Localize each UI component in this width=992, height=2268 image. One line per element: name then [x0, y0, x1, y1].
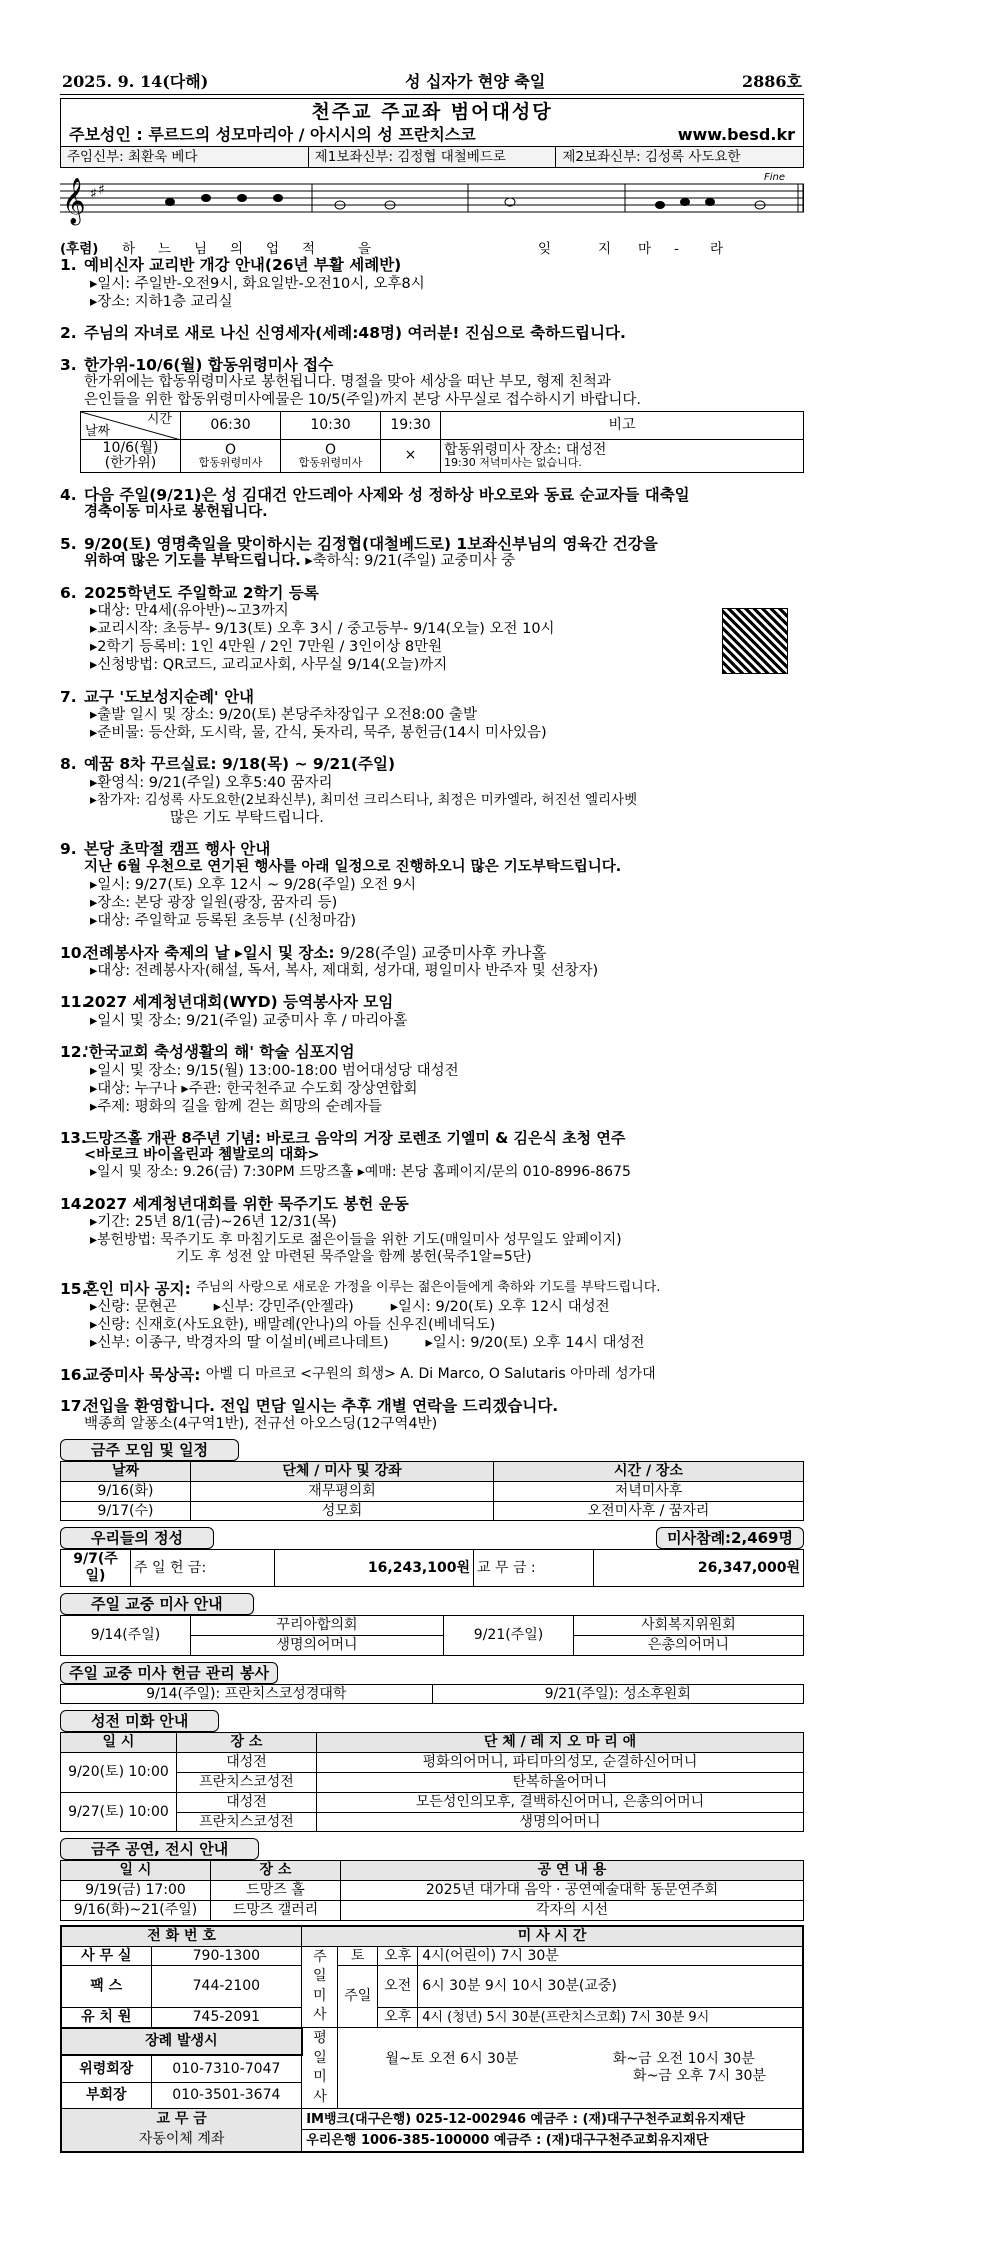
parish-title: 천주교 주교좌 범어대성당	[311, 101, 553, 124]
notice-title: 한가위-10/6(월) 합동위령미사 접수	[84, 355, 334, 374]
performance-table: 일 시 장 소 공 연 내 용 9/19(금) 17:00 드망즈 홀 2025년 대가대 음악 · 공연예술대학 동문연주회 9/16(화)~21(주일) 드망즈 갤러리 각자의 시선	[60, 1860, 804, 1920]
table-row: 9/16(화)~21(주일) 드망즈 갤러리 각자의 시선	[61, 1901, 804, 1921]
notice-number: 12.	[60, 1042, 88, 1061]
notice-line: 많은 기도 부탁드립니다.	[170, 810, 324, 827]
notice-9	[60, 840, 804, 930]
notice-title: 전입을 환영합니다. 전입 면담 일시는 추후 개별 연락을 드리겠습니다.	[84, 1397, 559, 1416]
notice-7	[60, 688, 804, 743]
footer-info: 전 화 번 호 미 사 시 간 사 무 실 790-1300 주일 미사 토 오후 4시(어린이) 7시 30분 팩 스 744-2100 주일 오전 6시 30분 9시 10시 30분(교중) 유 치 원 745-2091 오후 4시 (청년) 5시 30분(프란치스코회) 7시 30분 9시 장례 발생시 평일 미사 월~토 오전 6시 30분 화~금 오전 10시 30분 화~금 오후 7시 30분 위령회장 010-7310-7047 부회장 010-3501-3674 교 무 금 자동이체 계좌 IM뱅크(대구은행) 025-12-002946 예금주 : (재)대구구천주교회유지재단 우리은행 1006-385-100000 예금주 : (재)대구구천주교회유지재단	[60, 1925, 804, 2153]
lyric-syllable: 잊	[538, 240, 552, 257]
notice-title: '한국교회 축성생활의 해' 학술 심포지엄	[84, 1042, 355, 1061]
notice-line: ▸대상: 누구나 ▸주관: 한국천주교 수도회 장상연합회	[90, 1080, 418, 1097]
notice-number: 13.	[60, 1128, 87, 1147]
offering-table: 9/7(주일) 주 일 헌 금: 16,243,100원 교 무 금 : 26,347,000원	[60, 1549, 804, 1587]
notice-12	[60, 1043, 804, 1116]
first-assistant: 제1보좌신부: 김정협 대철베드로	[309, 147, 557, 167]
table-row: 9/17(수) 성모회 오전미사후 / 꿈자리	[61, 1501, 804, 1521]
chant-score	[60, 172, 804, 257]
notice-title: 2027 세계청년대회(WYD) 등역봉사자 모임	[84, 993, 394, 1012]
notice-line: 한가위에는 합동위령미사로 봉헌됩니다. 명절을 맞아 세상을 떠난 부모, 형제 친척과	[84, 374, 611, 391]
notice-line: ▸장소: 본당 광장 일원(광장, 꿈자리 등)	[90, 895, 338, 912]
notice-number: 6.	[60, 583, 77, 602]
notice-line: 은인들을 위한 합동위령미사예물은 10/5(주일)까지 본당 사무실로 접수하시기 바랍니다.	[84, 391, 641, 408]
notice-4	[60, 486, 804, 522]
notice-number: 1.	[60, 256, 77, 275]
notice-title: 2027 세계청년대회를 위한 묵주기도 봉헌 운동	[84, 1194, 409, 1213]
svg-text:♯: ♯	[98, 182, 105, 199]
notice-line: ▸환영식: 9/21(주일) 오후5:40 꿈자리	[90, 775, 333, 792]
notice-line: ▸봉헌방법: 묵주기도 후 마침기도로 젊은이들을 위한 기도(매일미사 성무일도 앞페이지)	[90, 1231, 622, 1248]
fine-mark: Fine	[764, 172, 786, 184]
notice-line: 기도 후 성전 앞 마련된 묵주알을 함께 봉헌(묵주1알=5단)	[176, 1249, 532, 1266]
lyric-syllable: 라	[710, 240, 724, 257]
issue-date: 2025. 9. 14(다해)	[62, 72, 209, 91]
notice-line: ▸신랑: 문현곤 ▸신부: 강민주(안젤라) ▸일시: 9/20(토) 오후 12시 대성전	[90, 1299, 610, 1316]
lyric-syllable: 느	[158, 240, 172, 257]
notice-title: 교구 '도보성지순례' 안내	[84, 687, 255, 706]
notice-line: ▸일시 및 장소: 9/15(월) 13:00-18:00 범어대성당 대성전	[90, 1062, 459, 1079]
lyric-syllable: 을	[358, 240, 372, 257]
notice-title: 9/20(토) 영명축일을 맞이하시는 김정협(대철베드로) 1보좌신부님의 영육간 건강을	[84, 534, 658, 553]
flowers-label: 성전 미화 안내	[60, 1710, 219, 1732]
flowers-table: 일 시 장 소 단 체 / 레 지 오 마 리 애 9/20(토) 10:00 대성전 평화의어머니, 파티마의성모, 순결하신어머니 프란치스코성전 탄복하올어머니 9/27(토) 10:00 대성전 모든성인의모후, 결백하신어머니, 은총의어머니 프란치스코성전 생명의어머니	[60, 1732, 804, 1832]
notice-number: 7.	[60, 687, 77, 706]
notice-line: ▸신청방법: QR코드, 교리교사회, 사무실 9/14(오늘)까지	[90, 657, 448, 674]
meetings-label: 금주 모임 및 일정	[60, 1439, 239, 1461]
notice-line: ▸주제: 평화의 길을 함께 걷는 희망의 순례자들	[90, 1098, 382, 1115]
time-head: 10:30	[281, 412, 381, 440]
svg-text:𝄞: 𝄞	[62, 178, 86, 225]
remark-head: 비고	[441, 412, 804, 440]
notice-line: 백종희 알퐁소(4구역1반), 전규선 아오스딩(12구역4반)	[84, 1415, 438, 1432]
lyric-syllable: -	[674, 240, 679, 257]
chant-lyrics	[60, 241, 804, 257]
patron-saints: 주보성인 : 루르드의 성모마리아 / 아시시의 성 프란치스코	[69, 124, 476, 144]
table-corner: 시간 날짜	[81, 412, 181, 440]
notice-1	[60, 256, 804, 311]
lyric-syllable: 마	[638, 240, 652, 257]
music-staff	[60, 172, 804, 232]
patron-line	[61, 125, 803, 146]
time-head: 19:30	[381, 412, 441, 440]
notice-line: ▸장소: 지하1층 교리실	[90, 294, 233, 311]
notice-17	[60, 1397, 804, 1433]
notice-line: ▸교리시작: 초등부- 9/13(토) 오후 3시 / 중고등부- 9/14(오늘) 오전 10시	[90, 621, 555, 638]
notice-title: 2025학년도 주일학교 2학기 등록	[84, 583, 319, 602]
notice-13	[60, 1129, 804, 1182]
money-table: 9/14(주일): 프란치스코성경대학 9/21(주일): 성소후원회	[60, 1684, 804, 1705]
notice-11	[60, 993, 804, 1030]
notice-6	[60, 584, 804, 675]
memorial-mass-table: 시간 날짜 06:30 10:30 19:30 비고 10/6(월) (한가위) O 합동위령미사 O 합동위령미사 × 합동위령미사 장소: 대성전 19:30 저녁미사는 없습니다.	[80, 411, 804, 472]
notice-line: ▸대상: 만4세(유아반)~고3까지	[90, 603, 289, 620]
table-row: 9/19(금) 17:00 드망즈 홀 2025년 대가대 음악 · 공연예술대학 동문연주회	[61, 1881, 804, 1901]
notice-title: 다음 주일(9/21)은 성 김대건 안드레아 사제와 성 정하상 바오로와 동료 순교자들 대축일	[84, 485, 690, 504]
notice-3	[60, 356, 804, 473]
notice-line: ▸참가자: 김성록 사도요한(2보좌신부), 최미선 크리스티나, 최정은 미카엘라, 허진선 엘리사벳	[90, 792, 638, 809]
lyric-syllable: 업	[266, 240, 280, 257]
issue-header	[60, 72, 804, 95]
notice-title: 예꿈 8차 꾸르실료: 9/18(목) ~ 9/21(주일)	[84, 755, 396, 774]
sunday-mass-label: 주일 교중 미사 안내	[60, 1593, 254, 1615]
meetings-table: 날짜 단체 / 미사 및 강좌 시간 / 장소 9/16(화) 재무평의회 저녁미사후 9/17(수) 성모회 오전미사후 / 꿈자리	[60, 1461, 804, 1521]
offering-label: 우리들의 정성	[60, 1527, 214, 1549]
bulletin-column	[60, 72, 804, 2153]
money-label: 주일 교중 미사 헌금 관리 봉사	[60, 1662, 278, 1684]
sunday-mass-table: 9/14(주일) 꾸리아합의회 9/21(주일) 사회복지위원회 생명의어머니 은총의어머니	[60, 1615, 804, 1656]
notice-title: 본당 초막절 캠프 행사 안내	[84, 840, 271, 859]
notice-line: ▸2학기 등록비: 1인 4만원 / 2인 7만원 / 3인이상 8만원	[90, 639, 443, 656]
lyric-syllable: 의	[230, 240, 244, 257]
notice-8	[60, 755, 804, 827]
notice-line: ▸대상: 주일학교 등록된 초등부 (신청마감)	[90, 913, 357, 930]
time-head: 06:30	[181, 412, 281, 440]
parish-url[interactable]: www.besd.kr	[677, 124, 795, 144]
notice-line: ▸일시: 주일반-오전9시, 화요일반-오전10시, 오후8시	[90, 275, 425, 292]
notice-number: 15.	[60, 1279, 88, 1298]
notice-number: 8.	[60, 755, 77, 774]
notice-number: 16.	[60, 1365, 88, 1384]
table-row: 9/16(화) 재무평의회 저녁미사후	[61, 1481, 804, 1501]
notice-line: ▸준비물: 등산화, 도시락, 물, 간식, 돗자리, 묵주, 봉헌금(14시 미사있음)	[90, 725, 547, 742]
notice-5: 5. 9/20(토) 영명축일을 맞이하시는 김정협(대철베드로) 1보좌신부님의 영육간 건강을 위하여 많은 기도를 부탁드립니다. ▸축하식: 9/21(주일) 교중미사 중	[60, 534, 658, 570]
notice-number: 4.	[60, 485, 77, 504]
lyric-syllable: 지	[598, 240, 612, 257]
feast-name: 성 십자가 현양 축일	[404, 72, 546, 91]
lyric-syllable	[478, 241, 538, 257]
notice-title: 드망즈홀 개관 8주년 기념: 바로크 음악의 거장 로렌조 기엘미 & 김은식 초청 연주	[84, 1128, 626, 1147]
notice-line: ▸대상: 전례봉사자(해설, 독서, 복사, 제대회, 성가대, 평일미사 반주자 및 선창자)	[90, 963, 599, 980]
notice-line: ▸출발 일시 및 장소: 9/20(토) 본당주차장입구 오전8:00 출발	[90, 707, 477, 724]
notice-line: <바로크 바이올린과 쳄발로의 대화>	[84, 1146, 320, 1163]
notice-number: 9.	[60, 840, 77, 859]
lyric-syllable: 적	[302, 240, 316, 257]
notice-line: ▸일시: 9/27(토) 오후 12시 ~ 9/28(주일) 오전 9시	[90, 877, 417, 894]
attendance-badge: 미사참례:2,469명	[656, 1527, 804, 1549]
chant-prefix: (후렴)	[60, 240, 99, 257]
notice-2	[60, 324, 804, 343]
notice-line: ▸신부: 이종구, 박경자의 딸 이설비(베르나데트) ▸일시: 9/20(토) 오후 14시 대성전	[90, 1335, 645, 1352]
notice-number: 2.	[60, 324, 77, 343]
notice-title: 예비신자 교리반 개강 안내(26년 부활 세례반)	[84, 256, 402, 275]
notice-title: 혼인 미사 공지:	[84, 1279, 191, 1298]
masthead	[60, 98, 804, 147]
notice-16: 16. 교중미사 묵상곡: 아벨 디 마르코 <구원의 희생> A. Di Marco, O Salutaris 아마레 성가대	[60, 1365, 656, 1384]
notice-title: 교중미사 묵상곡:	[84, 1365, 201, 1384]
notice-15: 15. 혼인 미사 공지: 주님의 사랑으로 새로운 가정을 이루는 젊은이들에게 축하와 기도를 부탁드립니다. ▸신랑: 문현곤 ▸신부: 강민주(안젤라) ▸일시: 9/20(토) 오후 12시 대성전 ▸신랑: 신재호(사도요한), 배말례(안나)의 아들 신우진(베네딕도) ▸신부: 이종구, 박경자의 딸 이설비(베르나데트) ▸일시: 9/20(토) 오후 14시 대성전	[60, 1280, 804, 1353]
performance-label: 금주 공연, 전시 안내	[60, 1838, 259, 1860]
notice-line: 경축이동 미사로 봉헌됩니다.	[84, 504, 268, 521]
notice-number: 5.	[60, 534, 77, 553]
issue-number: 2886호	[742, 72, 802, 91]
notice-number: 10.	[60, 943, 88, 962]
notice-title: 전례봉사자 축제의 날 ▸일시 및 장소:	[84, 943, 335, 962]
notice-title: 주님의 자녀로 새로 나신 신영세자(세례:48명) 여러분! 진심으로 축하드립니다.	[84, 324, 626, 343]
svg-text:♯: ♯	[90, 186, 97, 203]
notice-line: ▸기간: 25년 8/1(금)~26년 12/31(목)	[90, 1214, 337, 1231]
pastor: 주임신부: 최환욱 베다	[61, 147, 309, 167]
clergy-bar	[60, 147, 804, 168]
second-assistant: 제2보좌신부: 김성록 사도요한	[562, 149, 741, 166]
notice-line: 지난 6월 우천으로 연기된 행사를 아래 일정으로 진행하오니 많은 기도부탁드립니다.	[84, 858, 622, 875]
notice-10: 10. 전례봉사자 축제의 날 ▸일시 및 장소: 9/28(주일) 교중미사후 카나홀 ▸대상: 전례봉사자(해설, 독서, 복사, 제대회, 성가대, 평일미사 반주자 및 선창자)	[60, 944, 804, 981]
notice-line: ▸일시 및 장소: 9/21(주일) 교중미사 후 / 마리아홀	[90, 1012, 408, 1029]
lyric-syllable: 하	[122, 240, 136, 257]
notice-line: ▸일시 및 장소: 9.26(금) 7:30PM 드망즈홀 ▸예매: 본당 홈페이지/문의 010-8996-8675	[90, 1164, 631, 1181]
notice-14	[60, 1195, 804, 1267]
notice-number: 3.	[60, 355, 77, 374]
notice-line: ▸신랑: 신재호(사도요한), 배말례(안나)의 아들 신우진(베네딕도)	[90, 1317, 496, 1334]
notice-number: 17.	[60, 1397, 88, 1416]
notice-number: 11.	[60, 993, 88, 1012]
lyric-syllable: 님	[194, 240, 208, 257]
notice-number: 14.	[60, 1194, 88, 1213]
registration-qr-code[interactable]	[722, 608, 788, 674]
